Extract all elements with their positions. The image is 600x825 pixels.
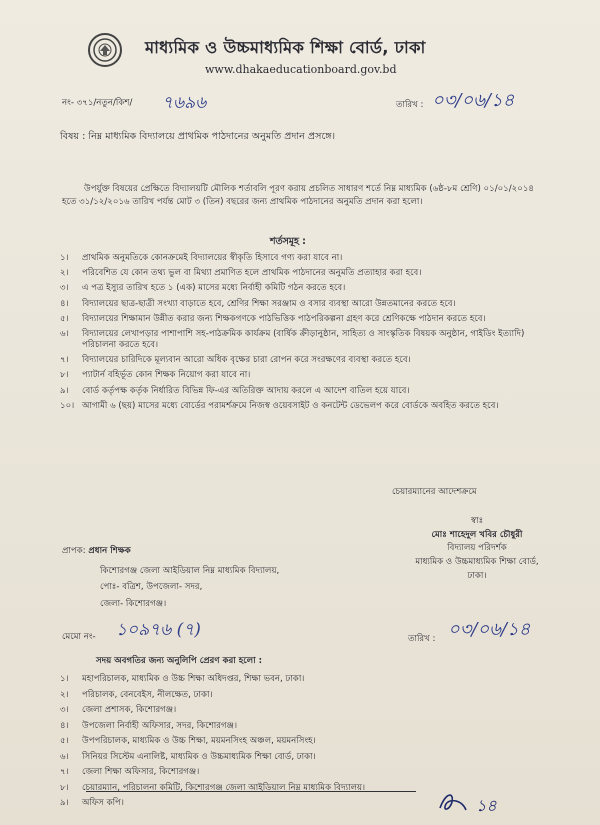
signatory-name: মোঃ শাহেদুল খবির চৌধুরী (431, 529, 523, 540)
body-paragraph: উপর্যুক্ত বিষয়ের প্রেক্ষিতে বিদ্যালয়টি মৌলিক শর্তাবলি পূরণ করায় প্রচলিত সাধারণ শর্তে নিম্ন মাধ্যমিক (৬ষ্ঠ-৮ম শ্রেণি) ০১/০১/২০১৪ হতে ৩১/১২/২০১৬ তারিখ পর্যন্ত মোট ৩ (তিন) বছরের জন্য প্রাথমিক পাঠদানের অনুমতি প্রদান করা হলো। (62, 184, 534, 208)
copies-list (60, 673, 480, 809)
copy-item: ৫। উপপরিচালক, মাধ্যমিক ও উচ্চ শিক্ষা, ময়মনসিংহ অঞ্চল, ময়মনসিংহ। (60, 736, 316, 747)
copy-item: ২। পরিচালক, বেনবেইস, নীলক্ষেত, ঢাকা। (60, 689, 213, 700)
recipient-title: প্রধান শিক্ষক (88, 546, 131, 556)
copy-item: ৬। সিনিয়র সিস্টেম এনালিষ্ট, মাধ্যমিক ও উচ্চমাধ্যমিক শিক্ষা বোর্ড, ঢাকা। (60, 751, 316, 762)
signatory-city: ঢাকা। (467, 570, 487, 581)
subject-text: নিম্ন মাধ্যমিক বিদ্যালয়ে প্রাথমিক পাঠদানের অনুমতি প্রদান প্রসঙ্গে। (88, 131, 336, 142)
sign-label: স্বাঃ (470, 516, 484, 526)
recipient-address (100, 563, 279, 612)
memo-label: মেমো নং- (62, 632, 96, 642)
conditions-heading: শর্তসমূহ : (270, 236, 306, 247)
chairman-order: চেয়ারম্যানের আদেশক্রমে (392, 487, 477, 497)
recipient-label-line (62, 546, 131, 557)
signatory-block (392, 516, 562, 582)
underline-rule (86, 791, 416, 792)
reference-date-handwritten: ০৩/০৬/১৪ (432, 90, 515, 111)
subject-label: বিষয় : (60, 131, 86, 142)
subject-line (60, 131, 335, 143)
reference-date-label: তারিখ : (396, 100, 424, 110)
condition-item: ২। পরিবেশিত যে কোন তথ্য ভুল বা মিথ্যা প্রমাণিত হলে প্রাথমিক পাঠদানের অনুমতি প্রত্যাহার করা হবে। (60, 268, 422, 279)
copy-item: ১। মহাপরিচালক, মাধ্যমিক ও উচ্চ শিক্ষা অধিদপ্তর, শিক্ষা ভবন, ঢাকা। (60, 674, 305, 684)
reference-number-handwritten: ৭৬৯৬ (162, 93, 207, 113)
signatory-designation: বিদ্যালয় পরিদর্শক (447, 543, 507, 554)
condition-item: ৯। বোর্ড কর্তৃপক্ষ কর্তৃক নির্ধারিত বিভিন্ন ফি-এর অতিরিক্ত আদায় করলে এ আদেশ বাতিল হয়ে যাবে। (60, 385, 410, 396)
condition-item: ৪। বিদ্যালয়ের ছাত্র-ছাত্রী সংখ্যা বাড়াতে হবে, শ্রেণির শিক্ষা সরঞ্জাম ও বসার ব্যবস্থা আরো উন্নতমানের করতে হবে। (60, 298, 456, 309)
board-website[interactable]: www.dhakaeducationboard.gov.bd (205, 63, 397, 76)
condition-item: ৮। প্যাটার্ন বহির্ভূত কোন শিক্ষক নিয়োগ করা যাবে না। (60, 370, 251, 381)
copy-item: ৪। উপজেলা নির্বাহী অফিসার, সদর, কিশোরগঞ্জ। (60, 720, 238, 731)
memo-date-label: তারিখ : (408, 634, 436, 644)
handwritten-signature-icon (436, 788, 476, 822)
recipient-district: জেলা- কিশোরগঞ্জ। (100, 598, 167, 609)
recipient-post: পোঃ- বত্রিশ, উপজেলা- সদর, (100, 582, 203, 593)
condition-item: ৩। এ পত্র ইস্যুর তারিখ হতে ১ (এক) মাসের মধ্যে নির্বাহী কমিটি গঠন করতে হবে। (60, 283, 346, 294)
reference-label: নং- ৩৭১/নতুন/কিশ/ (62, 98, 133, 108)
recipient-school: কিশোরগঞ্জ জেলা আইডিয়াল নিম্ন মাধ্যমিক বিদ্যালয়, (100, 566, 280, 576)
condition-item: ৬। বিদ্যালয়ের লেখাপড়ার পাশাপাশি সহ-পাঠক্রমিক কার্যক্রম (বার্ষিক ক্রীড়ানুষ্ঠান, সাহিত্য ও সাংস্কৃতিক বিষয়ক অনুষ্ঠান, গাইডিং ইত্যাদি) পরিচালনা করতে হবে। (60, 328, 525, 351)
handwritten-initial-number: ১৪ (476, 796, 497, 815)
copy-item: ৯। অফিস কপি। (60, 798, 124, 809)
copy-item: ৮। চেয়ারম্যান, পরিচালনা কমিটি, কিশোরগঞ্জ জেলা আইডিয়াল নিম্ন মাধ্যমিক বিদ্যালয়। (60, 782, 366, 793)
condition-item: ৫। বিদ্যালয়ের শিক্ষামান উন্নীত করার জন্য শিক্ষকগণকে পাঠভিত্তিক পাঠপরিকল্পনা গ্রহণ করে শ্রেণিকক্ষে পাঠদান করতে হবে। (60, 313, 486, 324)
signatory-office: মাধ্যমিক ও উচ্চমাধ্যমিক শিক্ষা বোর্ড, (415, 557, 539, 568)
copies-heading: সদয় অবগতির জন্য অনুলিপি প্রেরণ করা হলো : (96, 656, 263, 666)
recipient-label: প্রাপক: (62, 546, 86, 556)
condition-item: ১। প্রাথমিক অনুমতিকে কোনক্রমেই বিদ্যালয়ের স্বীকৃতি হিসাবে গণ্য করা যাবে না। (60, 253, 343, 263)
copy-item: ৩। জেলা প্রশাসক, কিশোরগঞ্জ। (60, 705, 177, 716)
condition-item: ১০। আগামী ৬ (ছয়) মাসের মধ্যে বোর্ডের পরামর্শক্রমে নিজস্ব ওয়েবসাইট ও কনটেন্ট ডেভেলপ করে বোর্ডকে অবহিত করতে হবে। (60, 400, 499, 411)
conditions-list (60, 253, 544, 412)
board-name: মাধ্যমিক ও উচ্চমাধ্যমিক শিক্ষা বোর্ড, ঢাকা (145, 38, 426, 57)
board-seal-icon (88, 33, 122, 67)
memo-number-handwritten: ১০৯৭৬ (৭) (116, 620, 201, 640)
copy-item: ৭। জেলা শিক্ষা অফিসার, কিশোরগঞ্জ। (60, 767, 200, 778)
memo-date-handwritten: ০৩/০৬/১৪ (448, 619, 531, 640)
condition-item: ৭। বিদ্যালয়ের চারিদিকে মূল্যবান আরো অধিক বৃক্ষের চারা রোপন করে সংরক্ষণের ব্যবস্থা করতে হবে। (60, 355, 411, 366)
